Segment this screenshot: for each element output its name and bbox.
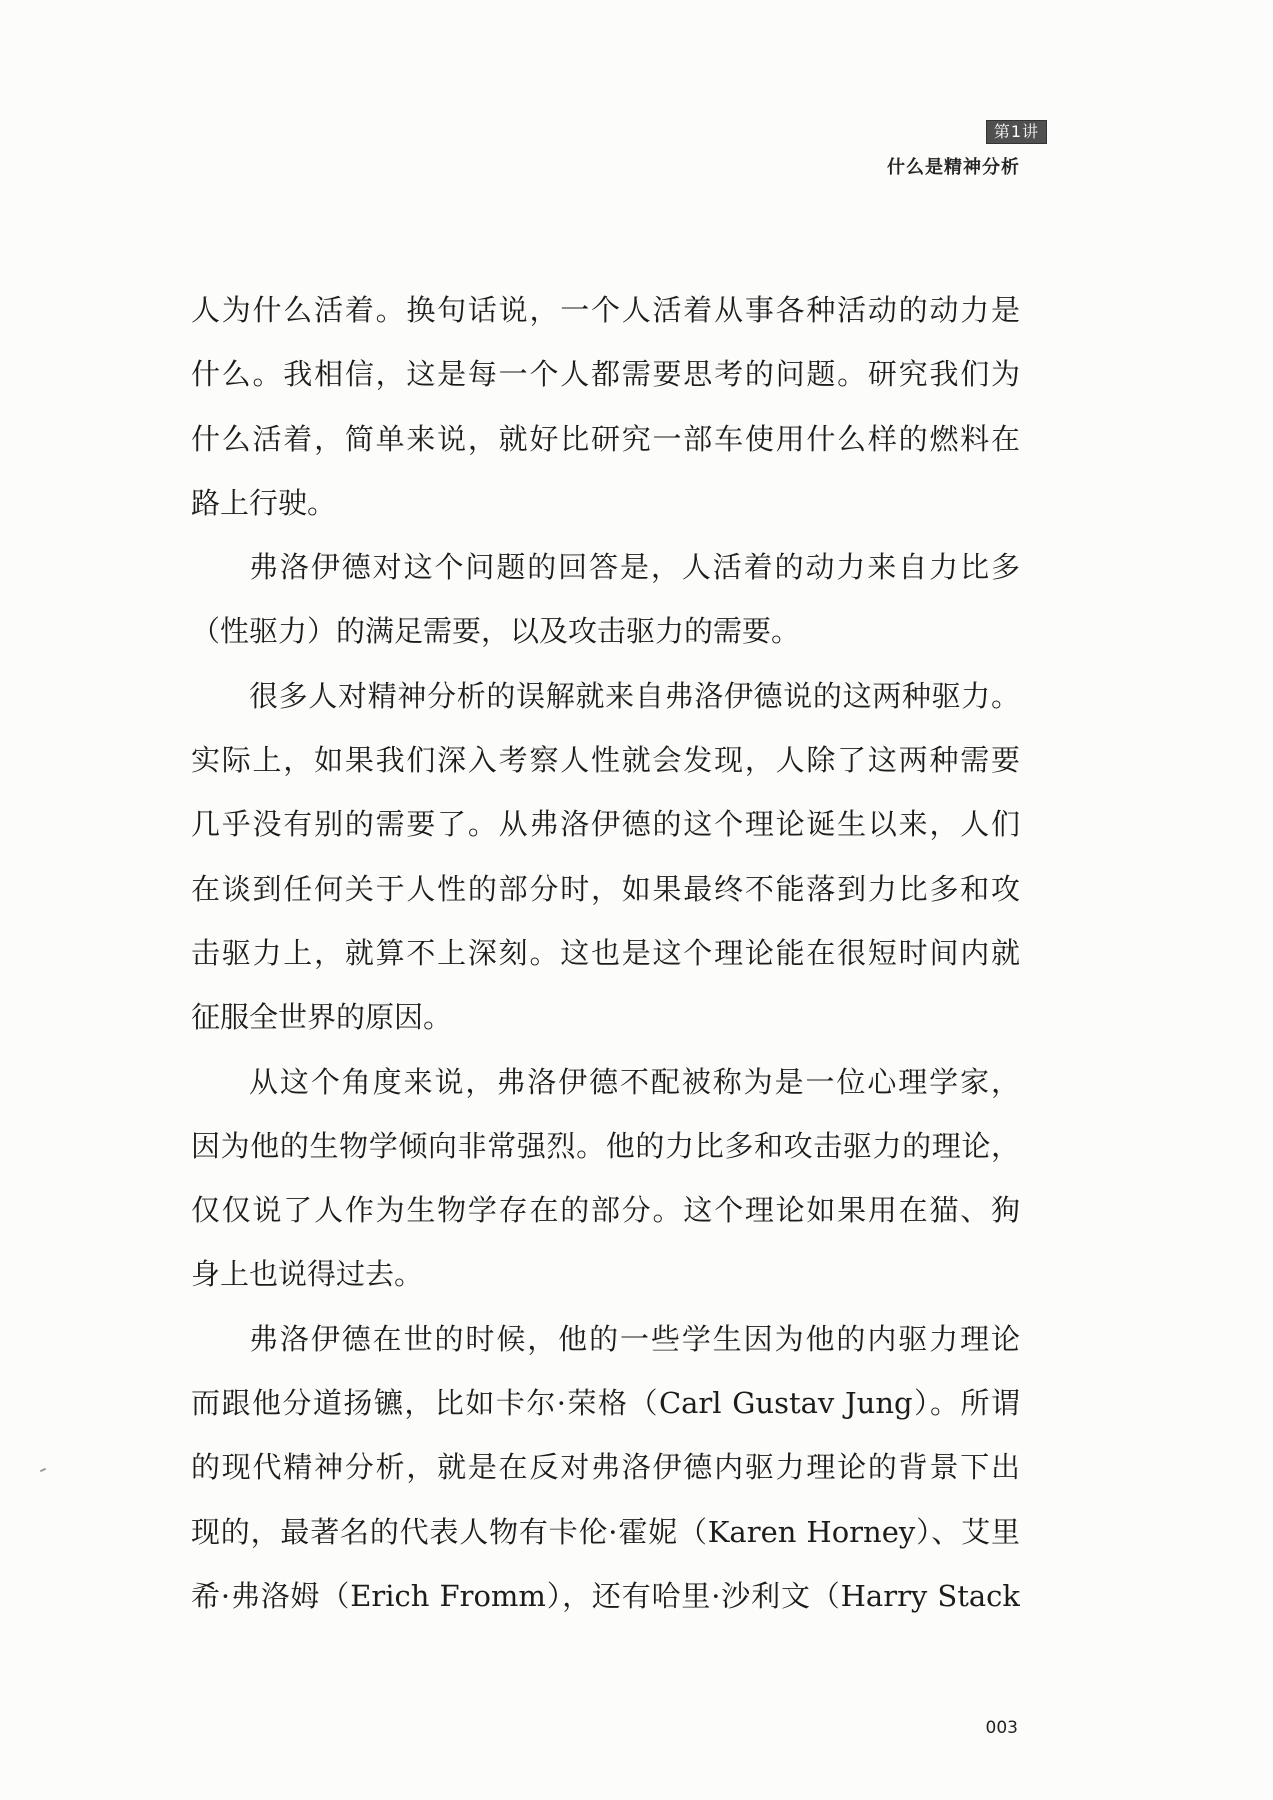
body-line: 在谈到任何关于人性的部分时，如果最终不能落到力比多和攻	[191, 871, 1020, 906]
paragraph	[191, 535, 1020, 664]
paragraph	[191, 278, 1020, 535]
paragraph	[191, 1307, 1020, 1628]
body-line: 而跟他分道扬镳，比如卡尔·荣格（Carl Gustav Jung）。所谓	[191, 1386, 1020, 1421]
body-line: 从这个角度来说，弗洛伊德不配被称为是一位心理学家，	[249, 1064, 1020, 1099]
body-line: 身上也说得过去。	[191, 1257, 424, 1292]
scan-speck	[40, 1468, 46, 1472]
body-line: 希·弗洛姆（Erich Fromm），还有哈里·沙利文（Harry Stack	[191, 1578, 1020, 1613]
page-number: 003	[985, 1718, 1018, 1738]
body-line: 什么活着，简单来说，就好比研究一部车使用什么样的燃料在	[191, 421, 1020, 456]
body-line: （性驱力）的满足需要，以及攻击驱力的需要。	[191, 614, 801, 649]
body-line: 实际上，如果我们深入考察人性就会发现，人除了这两种需要	[191, 743, 1020, 778]
body-line: 什么。我相信，这是每一个人都需要思考的问题。研究我们为	[191, 357, 1020, 392]
body-line: 路上行驶。	[191, 485, 337, 520]
body-line: 征服全世界的原因。	[191, 1000, 453, 1035]
body-line: 弗洛伊德对这个问题的回答是，人活着的动力来自力比多	[249, 550, 1020, 585]
body-text	[191, 278, 1020, 1628]
body-line: 因为他的生物学倾向非常强烈。他的力比多和攻击驱力的理论，	[191, 1128, 1020, 1163]
body-line: 几乎没有别的需要了。从弗洛伊德的这个理论诞生以来，人们	[191, 807, 1020, 842]
body-line: 的现代精神分析，就是在反对弗洛伊德内驱力理论的背景下出	[191, 1450, 1020, 1485]
paragraph	[191, 1050, 1020, 1307]
body-line: 很多人对精神分析的误解就来自弗洛伊德说的这两种驱力。	[249, 678, 1020, 713]
paragraph	[191, 664, 1020, 1050]
body-line: 仅仅说了人作为生物学存在的部分。这个理论如果用在猫、狗	[191, 1193, 1020, 1228]
chapter-title: 什么是精神分析	[887, 157, 1020, 178]
chapter-badge: 第1讲	[986, 120, 1047, 144]
body-line: 现的，最著名的代表人物有卡伦·霍妮（Karen Horney）、艾里	[191, 1514, 1020, 1549]
body-line: 弗洛伊德在世的时候，他的一些学生因为他的内驱力理论	[249, 1321, 1020, 1356]
body-line: 击驱力上，就算不上深刻。这也是这个理论能在很短时间内就	[191, 935, 1020, 970]
body-line: 人为什么活着。换句话说，一个人活着从事各种活动的动力是	[191, 293, 1020, 327]
